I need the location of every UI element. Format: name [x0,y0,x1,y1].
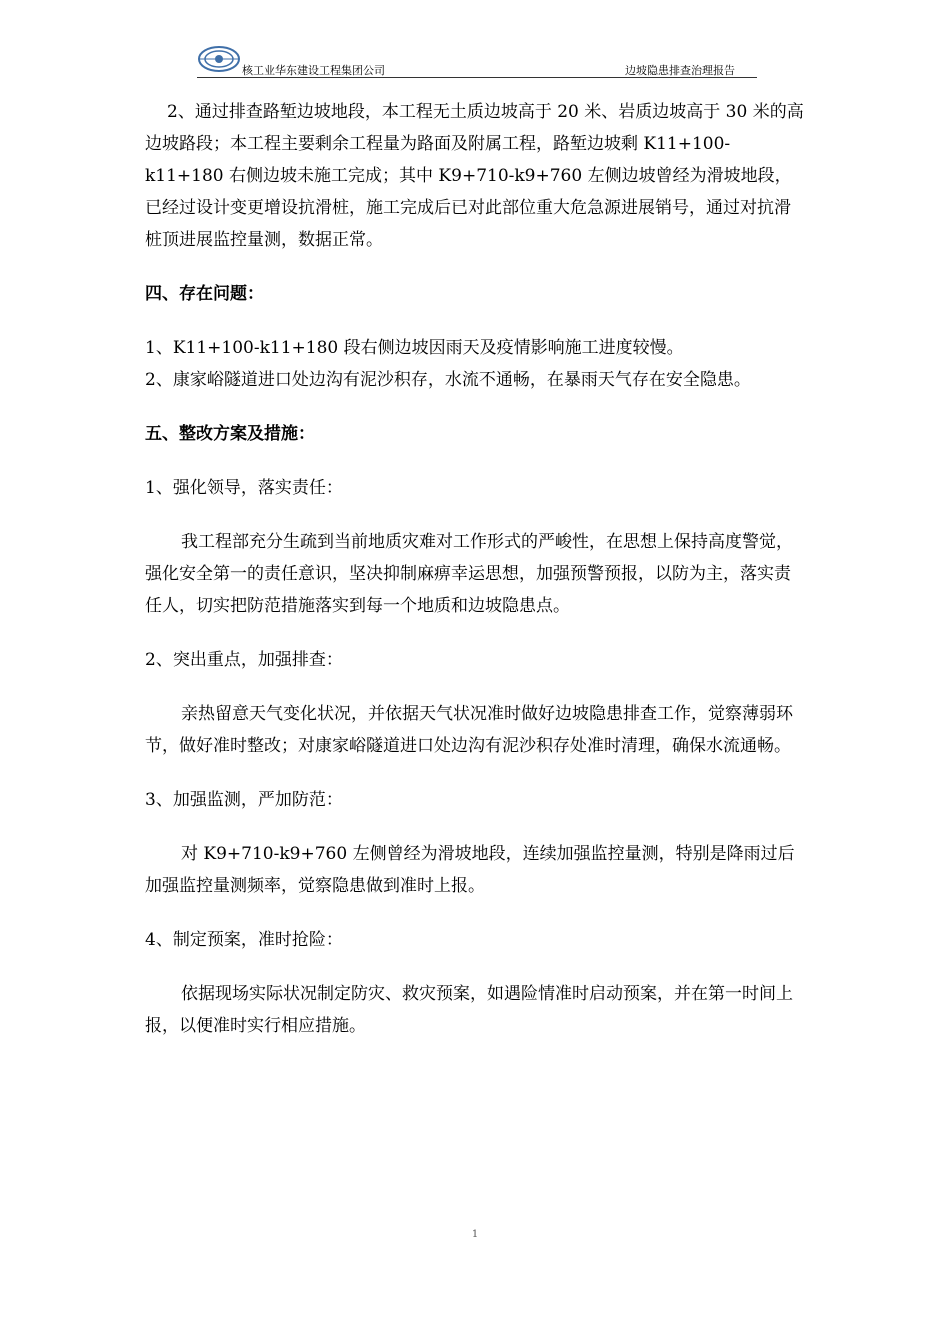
section-heading-4: 四、存在问题： [145,284,264,304]
issue-item-1: 1、K11+100-k11+180 段右侧边坡因雨天及疫情影响施工进度较慢。 [145,338,684,358]
page-number: 1 [471,1229,479,1240]
section-heading-5: 五、整改方案及措施： [145,424,315,444]
measure-2-text: 亲热留意天气变化状况，并依据天气状况准时做好边坡隐患排查工作，觉察薄弱环节，做好准时整改；对康家峪隧道进口处边沟有泥沙积存处准时清理，确保水流通畅。 [145,704,793,756]
measure-4-text: 依据现场实际状况制定防灾、救灾预案，如遇险情准时启动预案，并在第一时间上报，以便准时实行相应措施。 [145,984,793,1036]
measure-1-text: 我工程部充分生疏到当前地质灾难对工作形式的严峻性，在思想上保持高度警觉，强化安全第一的责任意识，坚决抑制麻痹幸运思想，加强预警预报，以防为主，落实责任人，切实把防范措施落实到每一个地质和边坡隐患点。 [145,532,793,616]
page-header [197,44,757,76]
company-logo-icon [197,44,241,74]
report-title: 边坡隐患排查治理报告 [625,64,735,77]
measure-2-title: 2、突出重点，加强排查： [145,650,343,670]
measure-1-title: 1、强化领导，落实责任： [145,478,343,498]
paragraph-item-2: 2、通过排查路堑边坡地段，本工程无土质边坡高于 20 米、岩质边坡高于 30 米的高边坡路段；本工程主要剩余工程量为路面及附属工程，路堑边坡剩 K11+100-k11+180 右侧边坡未施工完成；其中 K9+710-k9+760 左侧边坡曾经为滑坡地段，已经过设计变更增设抗滑桩，施工完成后已对此部位重大危急源进展销号，通过对抗滑桩顶进展监控量测，数据正常。 [145,102,804,250]
measure-3-text: 对 K9+710-k9+760 左侧曾经为滑坡地段，连续加强监控量测，特别是降雨过后加强监控量测频率，觉察隐患做到准时上报。 [145,844,795,896]
company-name: 核工业华东建设工程集团公司 [242,64,385,77]
document-body [145,96,807,1042]
header-divider [197,77,757,78]
issue-item-2: 2、康家峪隧道进口处边沟有泥沙积存，水流不通畅，在暴雨天气存在安全隐患。 [145,370,751,390]
measure-3-title: 3、加强监测，严加防范： [145,790,343,810]
measure-4-title: 4、制定预案，准时抢险： [145,930,343,950]
